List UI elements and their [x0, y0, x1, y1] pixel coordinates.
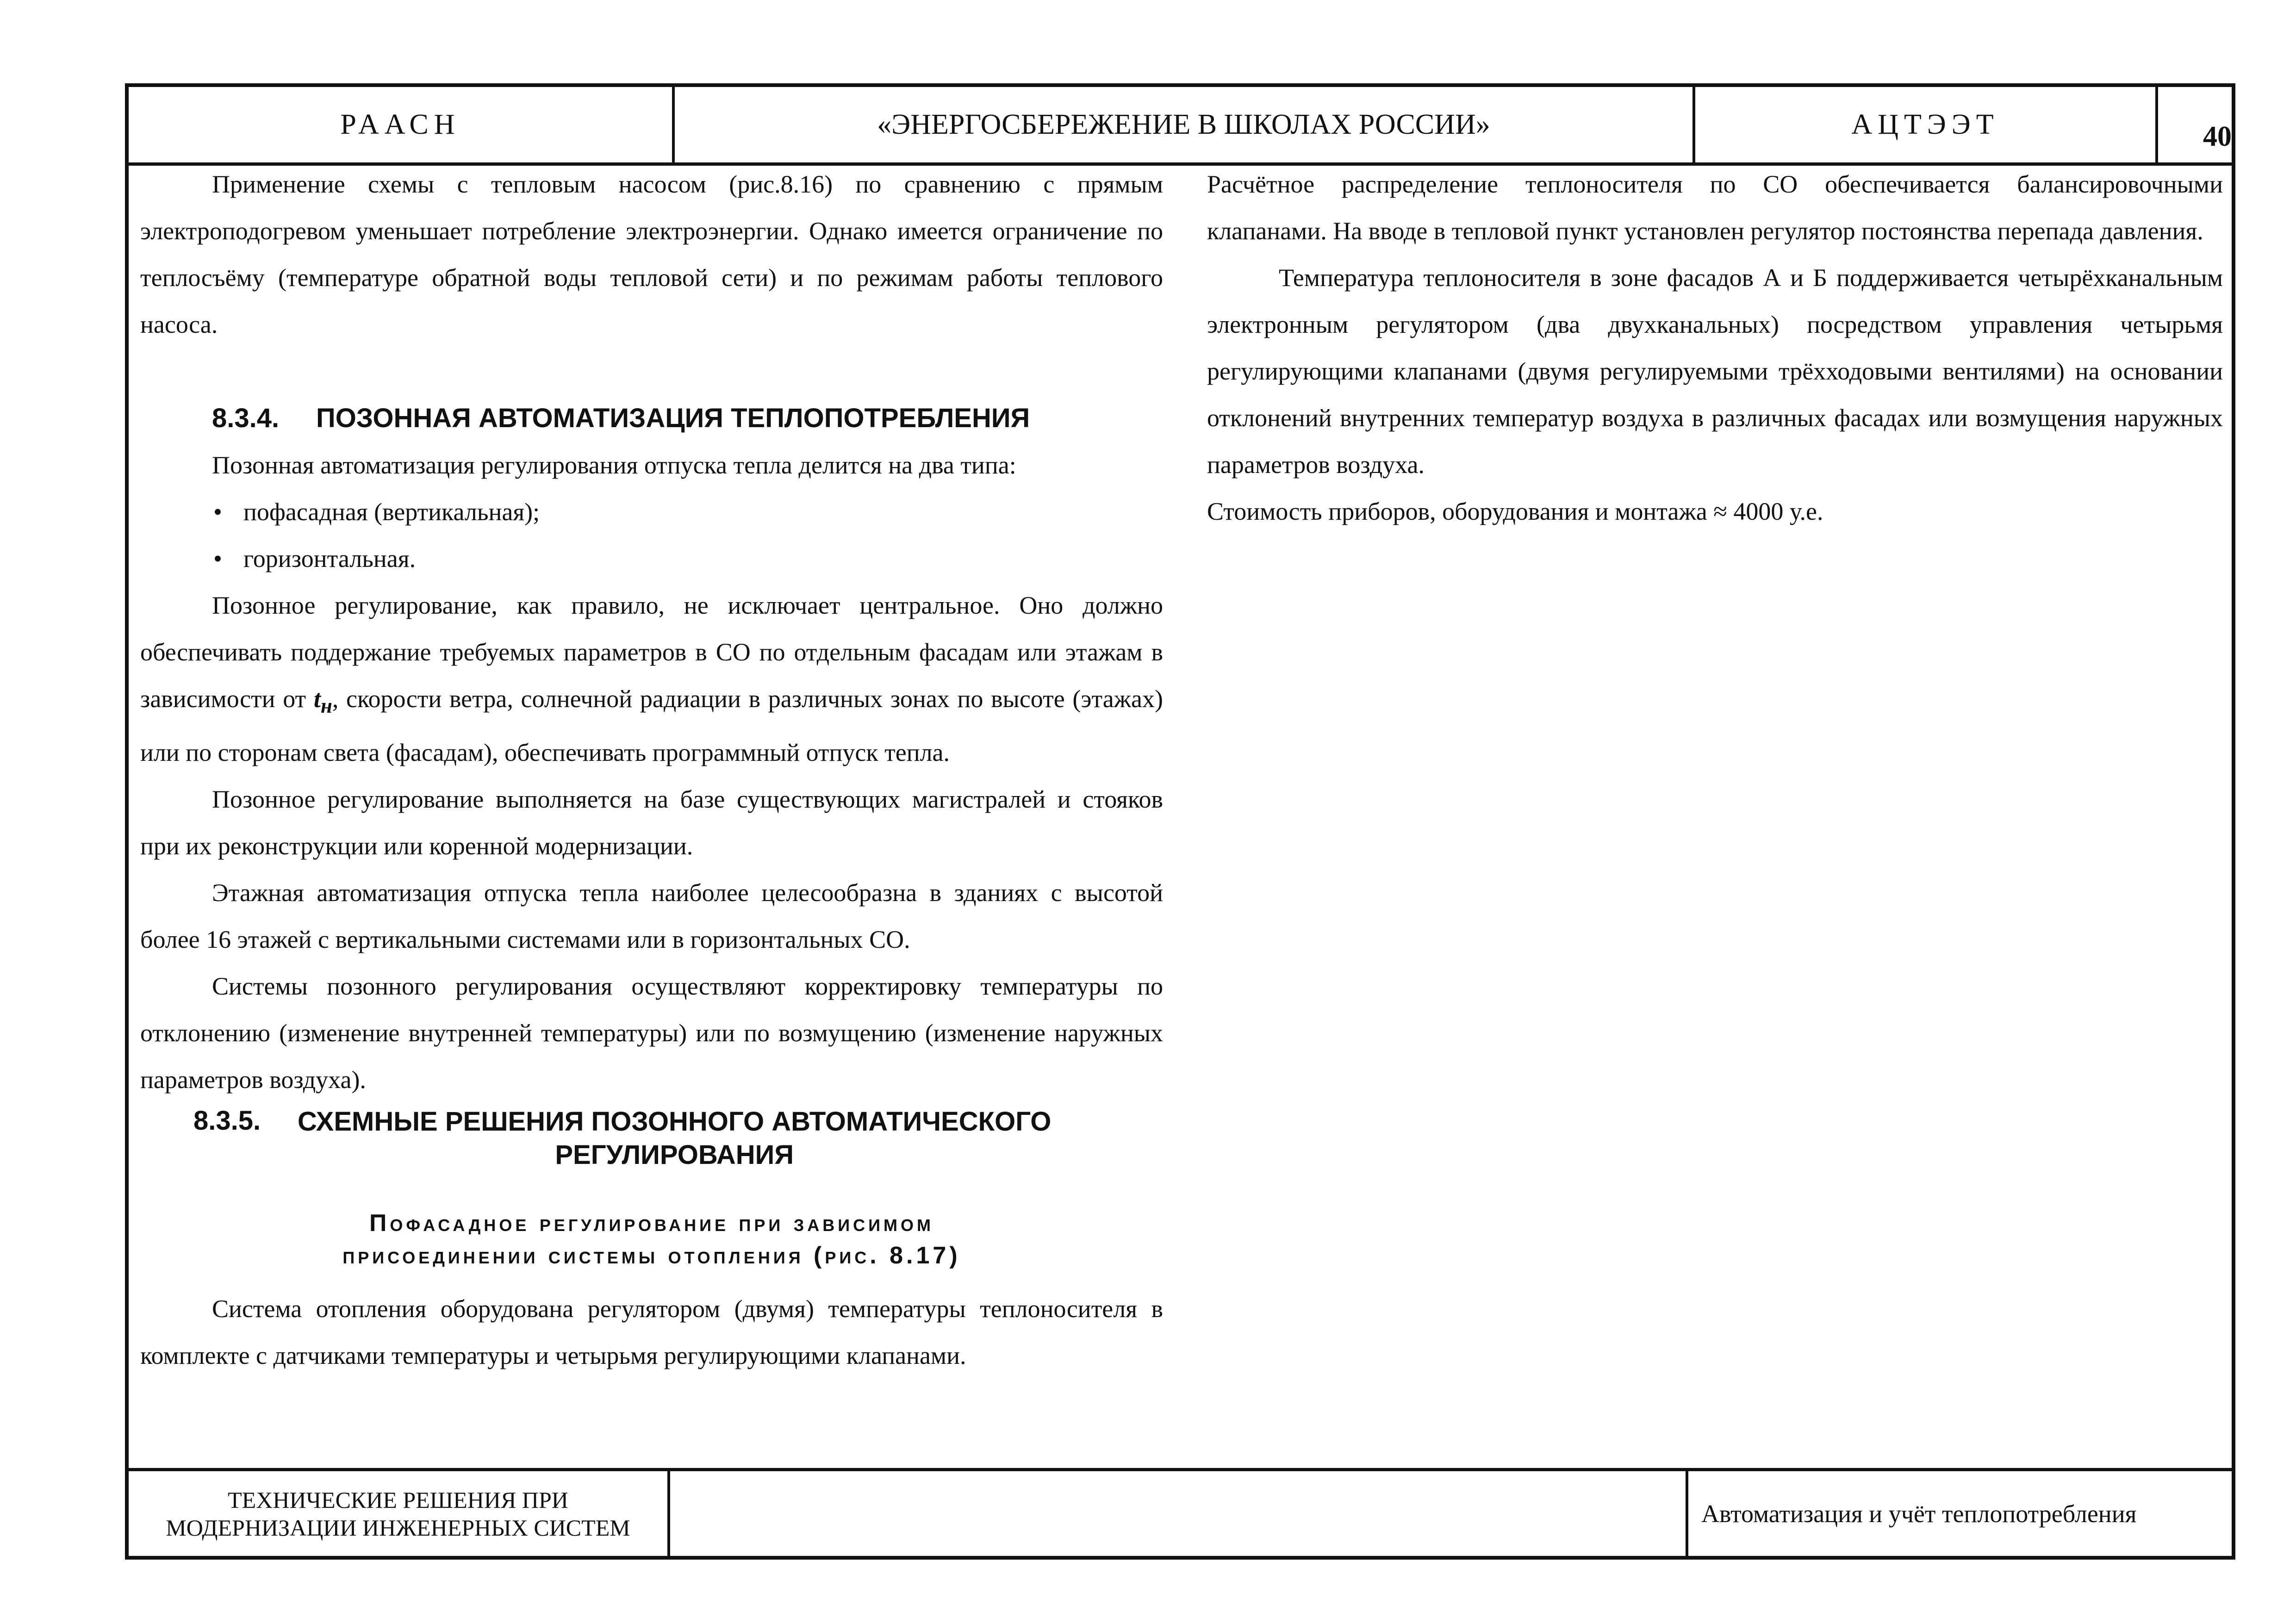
paragraph: Стоимость приборов, оборудования и монтажа ≈ 4000 у.е.	[1207, 497, 1823, 525]
paragraph: Система отопления оборудована регулятором (двумя) температуры теплоносителя в комплекте с датчиками температуры и четырьмя регулирующими клапанами.	[140, 1294, 1163, 1369]
header-program-title: «ЭНЕРГОСБЕРЕЖЕНИЕ В ШКОЛАХ РОССИИ»	[675, 87, 1695, 162]
header-organization: РААСН	[129, 87, 675, 162]
section-number: 8.3.4.	[212, 403, 280, 433]
paragraph: Этажная автоматизация отпуска тепла наиболее целесообразна в зданиях с высотой более 16 этажей с вертикальными системами или в горизонтальных СО.	[140, 878, 1163, 953]
list-item: • пофасадная (вертикальная);	[140, 489, 1163, 535]
page-number: 40	[2203, 121, 2232, 152]
header-center: АЦТЭЭТ	[1695, 87, 2158, 162]
footer-chapter-title: Автоматизация и учёт теплопотребления	[1701, 1499, 2137, 1528]
page-frame	[125, 83, 2235, 1560]
footer-series-title: ТЕХНИЧЕСКИЕ РЕШЕНИЯ ПРИ МОДЕРНИЗАЦИИ ИНЖЕНЕРНЫХ СИСТЕМ	[129, 1471, 670, 1556]
paragraph: Применение схемы с тепловым насосом (рис.8.16) по сравнению с прямым электроподогревом уменьшает потребление электроэнергии. Однако имеется ограничение по теплосъёму (температуре обратной воды тепловой сети) и по режимам работы теплового насоса.	[140, 170, 1163, 338]
subsection-heading: Пофасадное регулирование при зависимом присоединении системы отопления (рис. 8.17)	[342, 1209, 961, 1269]
section-heading-8-3-5	[140, 1105, 1163, 1172]
bullet-list	[140, 489, 1163, 582]
right-column	[1207, 166, 2223, 1468]
section-number: 8.3.5.	[193, 1105, 261, 1136]
section-heading-8-3-4	[140, 403, 1163, 434]
page-footer	[129, 1468, 2232, 1556]
bullet-icon: •	[213, 498, 222, 526]
section-title: СХЕМНЫЕ РЕШЕНИЯ ПОЗОННОГО АВТОМАТИЧЕСКОГО РЕГУЛИРОВАНИЯ	[298, 1106, 1052, 1170]
paragraph: Позонное регулирование выполняется на базе существующих магистралей и стояков при их реконструкции или коренной модернизации.	[140, 785, 1163, 860]
variable-t-n: $t_н$	[313, 685, 332, 717]
bullet-icon: •	[213, 545, 222, 572]
paragraph: Позонное регулирование, как правило, не исключает центральное. Оно должно обеспечивать поддержание требуемых параметров в СО по отдельным фасадам или этажам в зависимости от $t_н$, скорости ветра, солнечной радиации в различных зонах по высоте (этажах) или по сторонам света (фасадам), обеспечивать программный отпуск тепла.	[140, 591, 1163, 766]
paragraph: Расчётное распределение теплоносителя по СО обеспечивается балансировочными клапанами. На вводе в тепловой пункт установлен регулятор постоянства перепада давления.	[1207, 170, 2223, 245]
left-column	[140, 166, 1163, 1468]
footer-empty-cell	[670, 1471, 1688, 1556]
paragraph: Позонная автоматизация регулирования отпуска тепла делится на два типа:	[212, 451, 1016, 479]
paragraph: Системы позонного регулирования осуществляют корректировку температуры по отклонению (изменение внутренней температуры) или по возмущению (изменение наружных параметров воздуха).	[140, 972, 1163, 1094]
list-item: • горизонтальная.	[140, 535, 1163, 582]
page-header	[129, 87, 2232, 166]
paragraph: Температура теплоносителя в зоне фасадов А и Б поддерживается четырёхканальным электронным регулятором (два двухканальных) посредством управления четырьмя регулирующими клапанами (двумя регулируемыми трёхходовыми вентилями) на основании отклонений внутренних температур воздуха в различных фасадах или возмущения наружных параметров воздуха.	[1207, 264, 2223, 479]
section-title: ПОЗОННАЯ АВТОМАТИЗАЦИЯ ТЕПЛОПОТРЕБЛЕНИЯ	[316, 403, 1030, 433]
